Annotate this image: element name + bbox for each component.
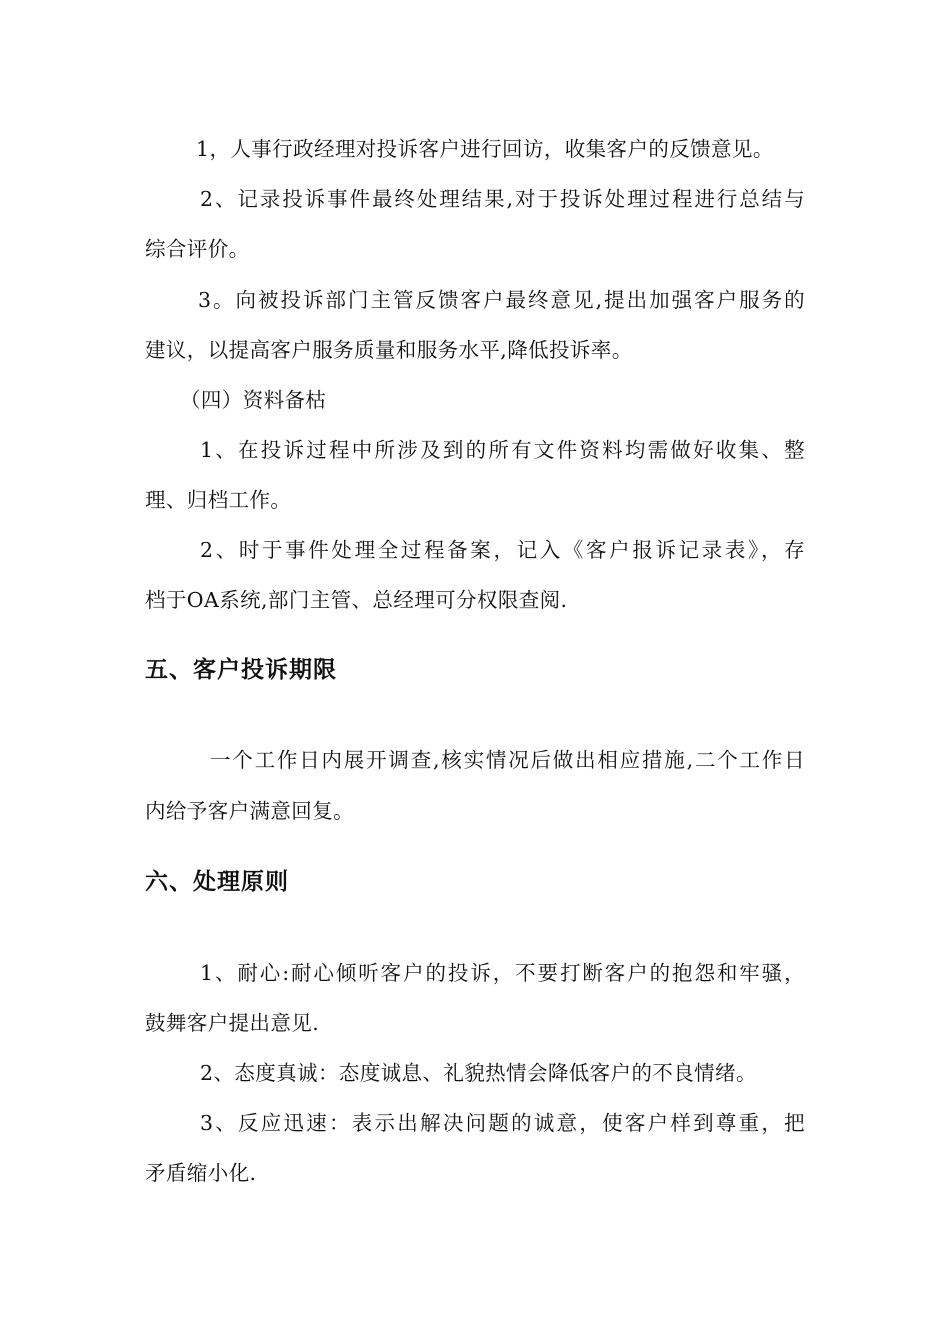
paragraph-line: 3、反应迅速：表示出解决问题的诚意，使客户样到尊重，把 bbox=[200, 1111, 805, 1135]
paragraph-line: 鼓舞客户提出意见. bbox=[145, 1011, 320, 1035]
paragraph-line: 1、在投诉过程中所涉及到的所有文件资料均需做好收集、整 bbox=[200, 438, 805, 462]
paragraph-line: 3。向被投诉部门主管反馈客户最终意见,提出加强客户服务的 bbox=[198, 288, 805, 312]
paragraph-line: 1，人事行政经理对投诉客户进行回访，收集客户的反馈意见。 bbox=[196, 137, 774, 161]
paragraph-line: 一个工作日内展开调查,核实情况后做出相应措施,二个工作日 bbox=[210, 748, 805, 772]
section-heading: 六、处理原则 bbox=[145, 869, 289, 895]
paragraph-line: 内给予客户满意回复。 bbox=[145, 799, 354, 823]
sub-heading: （四）资料备枯 bbox=[180, 388, 327, 412]
paragraph-line: 2、记录投诉事件最终处理结果,对于投诉处理过程进行总结与 bbox=[200, 187, 805, 211]
paragraph-line: 矛盾缩小化. bbox=[145, 1161, 257, 1185]
paragraph-line: 档于OA系统,部门主管、总经理可分权限查阅. bbox=[145, 588, 568, 612]
section-heading: 五、客户投诉期限 bbox=[145, 657, 337, 683]
paragraph-line: 建议，以提高客户服务质量和服务水平,降低投诉率。 bbox=[145, 338, 633, 362]
paragraph-line: 2、时于事件处理全过程备案，记入《客户报诉记录表》，存 bbox=[200, 538, 805, 562]
paragraph-line: 综合评价。 bbox=[145, 237, 250, 261]
paragraph-line: 1、耐心:耐心倾听客户的投诉，不要打断客户的抱怨和牢骚， bbox=[200, 961, 805, 985]
paragraph-line: 理、归档工作。 bbox=[145, 488, 292, 512]
paragraph-line: 2、态度真诚：态度诚息、礼貌热情会降低客户的不良情绪。 bbox=[200, 1061, 757, 1085]
